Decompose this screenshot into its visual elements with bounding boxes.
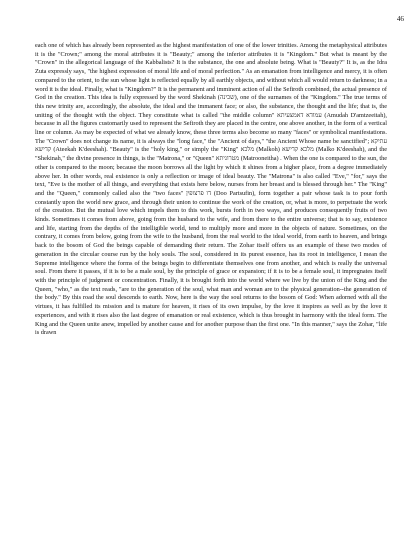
page-number: 46 <box>396 15 404 23</box>
body-paragraph: each one of which has already been represented as the highest manifestation of one of the lower trinities. Among the metaphysical attributes it is the "Crown;" among the moral attributes it is "Beauty;" among the inferior attributes it is "Kingdom." But what is meant by the "Crown" in the allegorical language of the Kabbalists? It is the substance, the one and absolute being. What is "Beauty?" It is, as the Idra Zuta expressly says, "the highest expression of moral life and of moral perfection." As an emanation from intelligence and mercy, it is often compared to the orient, to the sun whose light is reflected equally by all earthly objects, and without which all would return to darkness; in a word it is the ideal. Finally, what is "Kingdom?" It is the permanent and imminent action of all the Sefiroth combined, the actual presence of God in the creation. This idea is fully expressed by the word Shekinah (שכינה), one of the surnames of the "Kingdom." The true terms of this new trinity are, accordingly, the absolute, the ideal and the immanent face; or also, the substance, the thought and the life; that is, the uniting of the thought with the object. They constitute what is called "the middle column" עמודא דאמצעיתא (Amudah D'amtzeeitah), because in all the figures customarily used to represent the Sefiroth they are placed in the centre, one above another, in the form of a vertical line or column. As may be expected of what we already know, these three terms also become so many "faces" or symbolical manifestations. The "Crown" does not change its name, it is always the "long face," the "Ancient of days," "the Ancient Whose name be sanctified"; עתיקא קדישא (Ateekah K'deeshah). "Beauty" is the "holy king," or simply the "King" מלכא (Malkoh) מלכא קדישא (Malko K'deeshah), and the "Shekinah," the divine presence in things, is the "Matrona," or "Queen" מטרוניתא (Matrooneitha) . When the one is compared to the sun, the other is compared to the moon; because the moon borrows all the light by which it shines from a higher place, from a degree immediately above her. In other words, real existence is only a reflection or image of ideal beauty. The "Matrona" is also called "Eve," "for," says the text, "Eve is the mother of all things, and everything that exists here below, nurses from her breast and is blessed through her." The "King" and the "Queen," commonly called also the "two faces" דו פרצופין (Doo Partsufin), form together a pair whose task is to pour forth constantly upon the world new grace, and through their union to continue the work of the creation, or, what is more, to perpetuate the work of the creation. But the mutual love which impels them to this work, bursts forth in two ways, and produces consequently fruits of two kinds. Sometimes it comes from above, going from the husband to the wife, and from there to the entire universe; that is to say, existence and life, starting from the depths of the intelligible world, tend to multiply more and more in the objects of nature. Sometimes, on the contrary, it comes from below, going from the wife to the husband, from the real world to the ideal world, from earth to heaven, and brings back to the bosom of God the beings capable of demanding their return. The Zohar itself offers us an example of these two modes of generation in the circular course run by the holy souls. The soul, considered in its purest essence, has its root in intelligence, I mean the Supreme intelligence where the forms of the beings begin to differentiate themselves one from another, and which is really the universal soul. From there it passes, if it is to be a male soul, by the principle of grace or expansion; if it is to be a female soul, it impregnates itself with the principle of judgment or concentration. Finally, it is brought forth into the world where we live by the union of the King and the Queen, "who," as the text reads, "are to the generation of the soul, what man and woman are to the physical generation--the generation of the body." By this road the soul descends to earth. Now, here is the way the soul returns to the bosom of God: When adorned with all the virtues, it has fulfilled its mission and is mature for heaven, it rises of its own impulse, by the love it inspires as well as by the love it experiences, and with it rises also the last degree of emanation or real existence, which is thus brought in harmony with the ideal form. The King and the Queen unite anew, impelled by another cause and for another purpose than the first one. "In this manner," says the Zohar, "life is drawn <box>35 42 388 337</box>
